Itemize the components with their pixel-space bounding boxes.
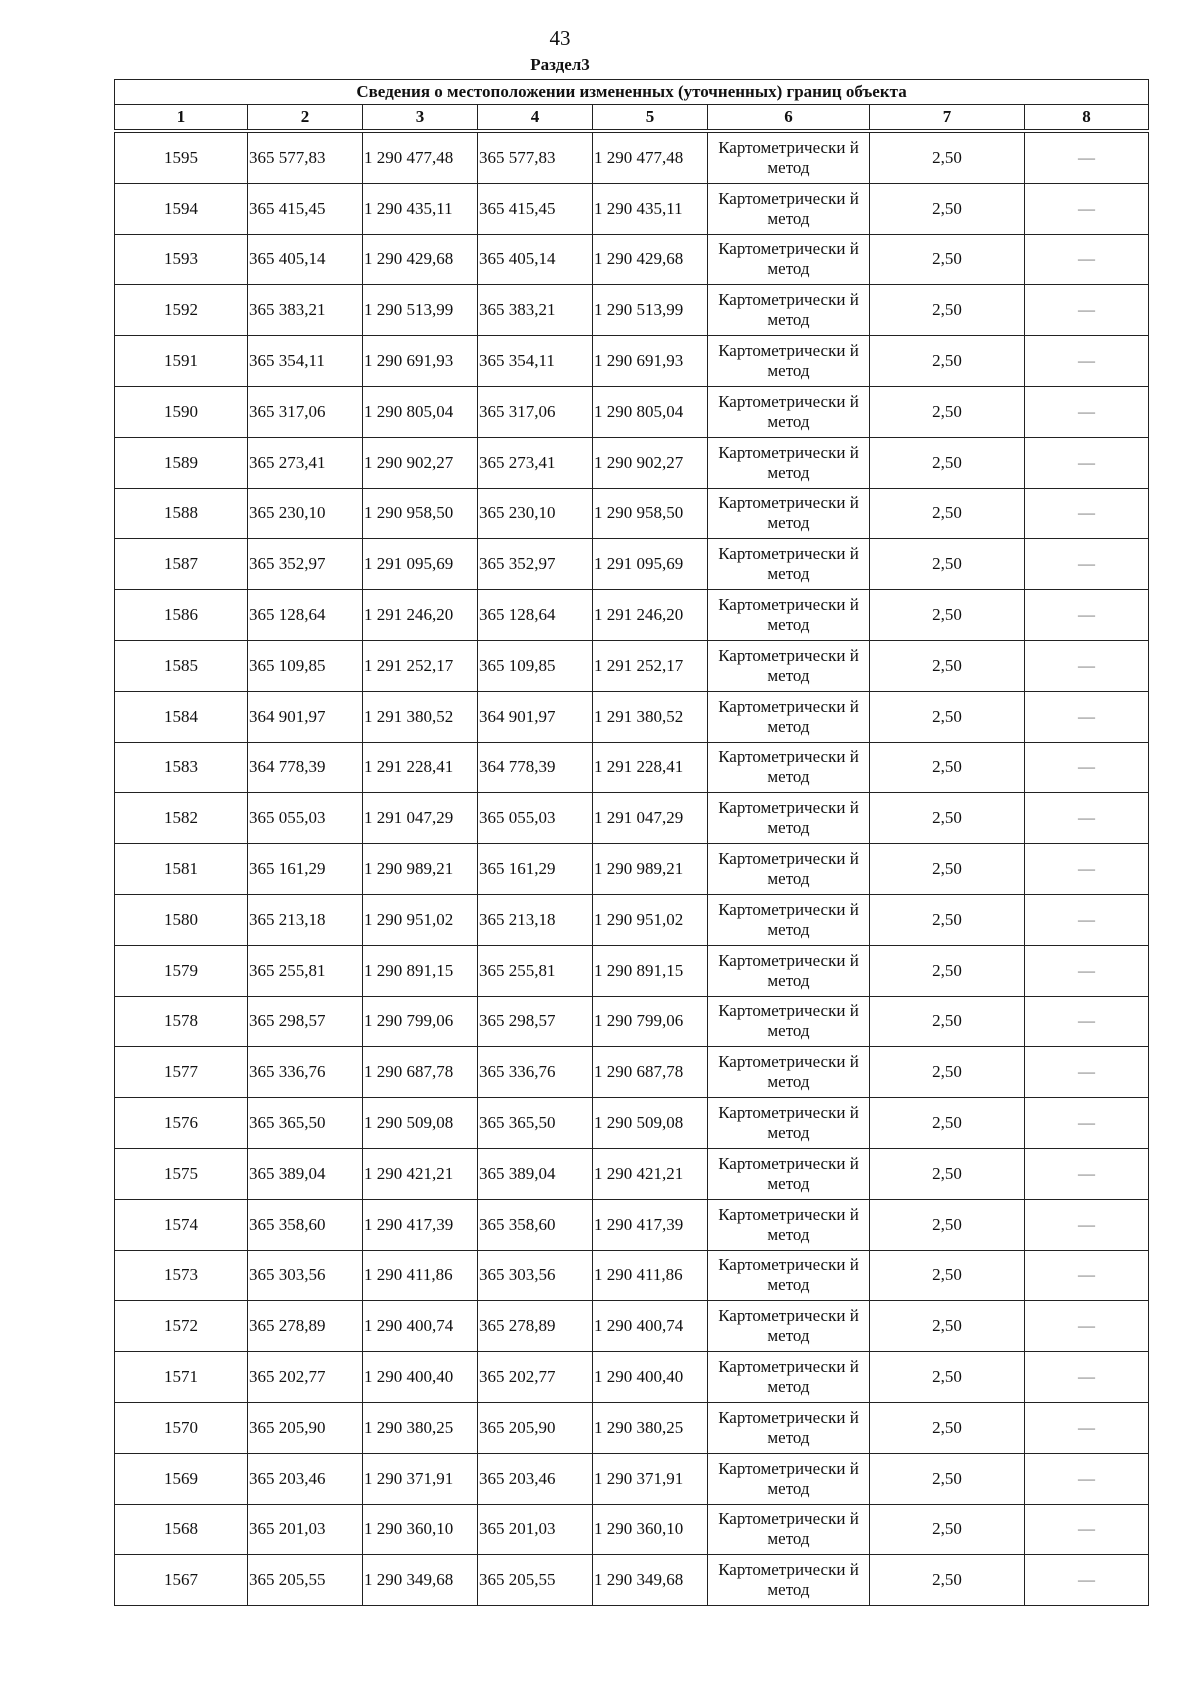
method-cell: Картометрически й метод [708,793,870,844]
x-existing-cell: 365 161,29 [248,844,363,895]
description-cell: — [1025,1301,1149,1352]
method-cell: Картометрически й метод [708,742,870,793]
y-existing-cell: 1 290 435,11 [363,183,478,234]
y-new-cell: 1 291 252,17 [593,640,708,691]
x-existing-cell: 365 415,45 [248,183,363,234]
method-cell: Картометрически й метод [708,285,870,336]
description-cell: — [1025,336,1149,387]
table-row [115,1047,1149,1098]
method-cell: Картометрически й метод [708,894,870,945]
x-existing-cell: 364 901,97 [248,691,363,742]
y-new-cell: 1 290 349,68 [593,1555,708,1606]
table-row [115,844,1149,895]
accuracy-cell: 2,50 [870,437,1025,488]
description-cell: — [1025,945,1149,996]
table-caption: Сведения о местоположении измененных (уточненных) границ объекта [115,80,1149,105]
x-existing-cell: 365 303,56 [248,1250,363,1301]
y-existing-cell: 1 290 805,04 [363,386,478,437]
method-cell: Картометрически й метод [708,1047,870,1098]
method-cell: Картометрически й метод [708,945,870,996]
point-number-cell: 1577 [115,1047,248,1098]
method-cell: Картометрически й метод [708,1402,870,1453]
x-new-cell: 365 405,14 [478,234,593,285]
method-cell: Картометрически й метод [708,844,870,895]
accuracy-cell: 2,50 [870,894,1025,945]
x-existing-cell: 365 273,41 [248,437,363,488]
y-new-cell: 1 290 691,93 [593,336,708,387]
y-existing-cell: 1 290 429,68 [363,234,478,285]
x-existing-cell: 365 203,46 [248,1453,363,1504]
point-number-cell: 1568 [115,1504,248,1555]
point-number-cell: 1580 [115,894,248,945]
description-cell: — [1025,996,1149,1047]
column-number: 1 [115,105,248,130]
accuracy-cell: 2,50 [870,1453,1025,1504]
y-existing-cell: 1 290 360,10 [363,1504,478,1555]
description-cell: — [1025,183,1149,234]
x-new-cell: 365 352,97 [478,539,593,590]
description-cell: — [1025,1453,1149,1504]
x-new-cell: 365 415,45 [478,183,593,234]
y-existing-cell: 1 291 380,52 [363,691,478,742]
y-new-cell: 1 290 902,27 [593,437,708,488]
x-existing-cell: 365 352,97 [248,539,363,590]
y-new-cell: 1 290 989,21 [593,844,708,895]
x-new-cell: 364 901,97 [478,691,593,742]
accuracy-cell: 2,50 [870,1402,1025,1453]
accuracy-cell: 2,50 [870,234,1025,285]
table-row [115,1453,1149,1504]
y-new-cell: 1 291 246,20 [593,590,708,641]
accuracy-cell: 2,50 [870,488,1025,539]
x-new-cell: 365 055,03 [478,793,593,844]
y-new-cell: 1 290 400,74 [593,1301,708,1352]
x-new-cell: 365 205,90 [478,1402,593,1453]
x-new-cell: 364 778,39 [478,742,593,793]
method-cell: Картометрически й метод [708,996,870,1047]
description-cell: — [1025,1402,1149,1453]
x-new-cell: 365 213,18 [478,894,593,945]
point-number-cell: 1574 [115,1199,248,1250]
point-number-cell: 1569 [115,1453,248,1504]
y-existing-cell: 1 291 228,41 [363,742,478,793]
y-existing-cell: 1 290 417,39 [363,1199,478,1250]
table-row [115,1402,1149,1453]
table-row [115,640,1149,691]
x-existing-cell: 365 383,21 [248,285,363,336]
description-cell: — [1025,590,1149,641]
method-cell: Картометрически й метод [708,133,870,184]
description-cell: — [1025,1504,1149,1555]
y-new-cell: 1 290 509,08 [593,1098,708,1149]
y-existing-cell: 1 291 252,17 [363,640,478,691]
x-existing-cell: 365 128,64 [248,590,363,641]
point-number-cell: 1587 [115,539,248,590]
point-number-cell: 1575 [115,1148,248,1199]
table-row [115,590,1149,641]
column-number-row [115,105,1149,130]
x-new-cell: 365 230,10 [478,488,593,539]
accuracy-cell: 2,50 [870,1250,1025,1301]
y-existing-cell: 1 290 371,91 [363,1453,478,1504]
x-new-cell: 365 278,89 [478,1301,593,1352]
y-existing-cell: 1 291 246,20 [363,590,478,641]
table-row [115,1301,1149,1352]
x-existing-cell: 364 778,39 [248,742,363,793]
y-new-cell: 1 290 417,39 [593,1199,708,1250]
y-existing-cell: 1 290 958,50 [363,488,478,539]
table-row [115,336,1149,387]
method-cell: Картометрически й метод [708,640,870,691]
point-number-cell: 1585 [115,640,248,691]
y-new-cell: 1 290 429,68 [593,234,708,285]
accuracy-cell: 2,50 [870,539,1025,590]
y-new-cell: 1 291 095,69 [593,539,708,590]
x-new-cell: 365 389,04 [478,1148,593,1199]
y-new-cell: 1 290 400,40 [593,1352,708,1403]
y-new-cell: 1 290 435,11 [593,183,708,234]
method-cell: Картометрически й метод [708,1453,870,1504]
x-new-cell: 365 383,21 [478,285,593,336]
page-number: 43 [549,26,571,50]
table-body [115,133,1149,1606]
description-cell: — [1025,691,1149,742]
table-row [115,488,1149,539]
y-existing-cell: 1 290 691,93 [363,336,478,387]
y-new-cell: 1 290 891,15 [593,945,708,996]
x-existing-cell: 365 298,57 [248,996,363,1047]
y-existing-cell: 1 290 509,08 [363,1098,478,1149]
point-number-cell: 1591 [115,336,248,387]
accuracy-cell: 2,50 [870,1301,1025,1352]
table-row [115,234,1149,285]
x-new-cell: 365 358,60 [478,1199,593,1250]
x-new-cell: 365 303,56 [478,1250,593,1301]
x-existing-cell: 365 255,81 [248,945,363,996]
point-number-cell: 1583 [115,742,248,793]
x-new-cell: 365 109,85 [478,640,593,691]
x-existing-cell: 365 354,11 [248,336,363,387]
y-new-cell: 1 290 371,91 [593,1453,708,1504]
description-cell: — [1025,793,1149,844]
column-number: 2 [248,105,363,130]
x-new-cell: 365 201,03 [478,1504,593,1555]
accuracy-cell: 2,50 [870,742,1025,793]
method-cell: Картометрически й метод [708,1250,870,1301]
x-new-cell: 365 128,64 [478,590,593,641]
accuracy-cell: 2,50 [870,133,1025,184]
table-row [115,1250,1149,1301]
method-cell: Картометрически й метод [708,234,870,285]
y-existing-cell: 1 290 902,27 [363,437,478,488]
method-cell: Картометрически й метод [708,386,870,437]
description-cell: — [1025,1148,1149,1199]
column-number: 5 [593,105,708,130]
method-cell: Картометрически й метод [708,1504,870,1555]
description-cell: — [1025,1199,1149,1250]
boundary-table-wrapper [114,79,1148,1606]
y-existing-cell: 1 290 989,21 [363,844,478,895]
x-new-cell: 365 273,41 [478,437,593,488]
method-cell: Картометрически й метод [708,1199,870,1250]
x-existing-cell: 365 336,76 [248,1047,363,1098]
boundary-table [114,79,1149,1606]
point-number-cell: 1595 [115,133,248,184]
method-cell: Картометрически й метод [708,590,870,641]
accuracy-cell: 2,50 [870,844,1025,895]
point-number-cell: 1594 [115,183,248,234]
accuracy-cell: 2,50 [870,1352,1025,1403]
y-new-cell: 1 290 805,04 [593,386,708,437]
point-number-cell: 1592 [115,285,248,336]
accuracy-cell: 2,50 [870,945,1025,996]
y-new-cell: 1 290 951,02 [593,894,708,945]
y-new-cell: 1 290 799,06 [593,996,708,1047]
x-existing-cell: 365 202,77 [248,1352,363,1403]
y-existing-cell: 1 290 687,78 [363,1047,478,1098]
column-number: 4 [478,105,593,130]
x-new-cell: 365 255,81 [478,945,593,996]
method-cell: Картометрически й метод [708,1352,870,1403]
description-cell: — [1025,133,1149,184]
table-row [115,1199,1149,1250]
accuracy-cell: 2,50 [870,1199,1025,1250]
method-cell: Картометрически й метод [708,336,870,387]
accuracy-cell: 2,50 [870,285,1025,336]
method-cell: Картометрически й метод [708,1555,870,1606]
description-cell: — [1025,234,1149,285]
table-row [115,539,1149,590]
y-existing-cell: 1 290 421,21 [363,1148,478,1199]
x-new-cell: 365 365,50 [478,1098,593,1149]
y-existing-cell: 1 291 095,69 [363,539,478,590]
accuracy-cell: 2,50 [870,1504,1025,1555]
y-existing-cell: 1 290 891,15 [363,945,478,996]
x-existing-cell: 365 317,06 [248,386,363,437]
accuracy-cell: 2,50 [870,590,1025,641]
description-cell: — [1025,1352,1149,1403]
y-existing-cell: 1 290 400,74 [363,1301,478,1352]
x-new-cell: 365 205,55 [478,1555,593,1606]
point-number-cell: 1576 [115,1098,248,1149]
table-row [115,945,1149,996]
table-row [115,183,1149,234]
description-cell: — [1025,1047,1149,1098]
y-new-cell: 1 290 477,48 [593,133,708,184]
x-existing-cell: 365 109,85 [248,640,363,691]
accuracy-cell: 2,50 [870,1098,1025,1149]
point-number-cell: 1570 [115,1402,248,1453]
method-cell: Картометрически й метод [708,1098,870,1149]
x-new-cell: 365 354,11 [478,336,593,387]
column-number: 3 [363,105,478,130]
y-new-cell: 1 290 687,78 [593,1047,708,1098]
x-new-cell: 365 202,77 [478,1352,593,1403]
column-number: 6 [708,105,870,130]
point-number-cell: 1586 [115,590,248,641]
table-row [115,1555,1149,1606]
x-new-cell: 365 336,76 [478,1047,593,1098]
accuracy-cell: 2,50 [870,691,1025,742]
description-cell: — [1025,437,1149,488]
accuracy-cell: 2,50 [870,1555,1025,1606]
x-new-cell: 365 317,06 [478,386,593,437]
table-row [115,1148,1149,1199]
y-existing-cell: 1 290 477,48 [363,133,478,184]
x-existing-cell: 365 577,83 [248,133,363,184]
point-number-cell: 1589 [115,437,248,488]
method-cell: Картометрически й метод [708,183,870,234]
point-number-cell: 1572 [115,1301,248,1352]
accuracy-cell: 2,50 [870,1047,1025,1098]
method-cell: Картометрически й метод [708,691,870,742]
point-number-cell: 1584 [115,691,248,742]
accuracy-cell: 2,50 [870,1148,1025,1199]
table-row [115,133,1149,184]
table-row [115,793,1149,844]
column-number: 7 [870,105,1025,130]
column-number: 8 [1025,105,1149,130]
table-row [115,1352,1149,1403]
x-existing-cell: 365 389,04 [248,1148,363,1199]
y-new-cell: 1 290 360,10 [593,1504,708,1555]
description-cell: — [1025,894,1149,945]
description-cell: — [1025,742,1149,793]
table-row [115,742,1149,793]
x-new-cell: 365 161,29 [478,844,593,895]
y-existing-cell: 1 290 513,99 [363,285,478,336]
x-existing-cell: 365 205,55 [248,1555,363,1606]
x-existing-cell: 365 205,90 [248,1402,363,1453]
y-new-cell: 1 290 411,86 [593,1250,708,1301]
point-number-cell: 1590 [115,386,248,437]
method-cell: Картометрически й метод [708,1148,870,1199]
table-row [115,996,1149,1047]
table-row [115,894,1149,945]
y-new-cell: 1 290 380,25 [593,1402,708,1453]
point-number-cell: 1579 [115,945,248,996]
point-number-cell: 1578 [115,996,248,1047]
y-existing-cell: 1 290 400,40 [363,1352,478,1403]
y-new-cell: 1 290 421,21 [593,1148,708,1199]
point-number-cell: 1573 [115,1250,248,1301]
method-cell: Картометрически й метод [708,539,870,590]
x-existing-cell: 365 358,60 [248,1199,363,1250]
x-existing-cell: 365 365,50 [248,1098,363,1149]
accuracy-cell: 2,50 [870,386,1025,437]
description-cell: — [1025,640,1149,691]
description-cell: — [1025,488,1149,539]
table-row [115,1504,1149,1555]
description-cell: — [1025,844,1149,895]
description-cell: — [1025,1098,1149,1149]
y-existing-cell: 1 290 349,68 [363,1555,478,1606]
x-existing-cell: 365 230,10 [248,488,363,539]
section-title: Раздел3 [530,55,590,74]
description-cell: — [1025,1250,1149,1301]
x-existing-cell: 365 278,89 [248,1301,363,1352]
table-row [115,1098,1149,1149]
x-existing-cell: 365 055,03 [248,793,363,844]
y-new-cell: 1 291 228,41 [593,742,708,793]
method-cell: Картометрически й метод [708,488,870,539]
table-row [115,437,1149,488]
y-existing-cell: 1 290 411,86 [363,1250,478,1301]
accuracy-cell: 2,50 [870,336,1025,387]
accuracy-cell: 2,50 [870,996,1025,1047]
point-number-cell: 1567 [115,1555,248,1606]
x-existing-cell: 365 201,03 [248,1504,363,1555]
method-cell: Картометрически й метод [708,1301,870,1352]
method-cell: Картометрически й метод [708,437,870,488]
y-new-cell: 1 290 958,50 [593,488,708,539]
point-number-cell: 1581 [115,844,248,895]
description-cell: — [1025,386,1149,437]
x-existing-cell: 365 405,14 [248,234,363,285]
y-new-cell: 1 291 380,52 [593,691,708,742]
y-new-cell: 1 290 513,99 [593,285,708,336]
description-cell: — [1025,1555,1149,1606]
point-number-cell: 1588 [115,488,248,539]
y-new-cell: 1 291 047,29 [593,793,708,844]
description-cell: — [1025,539,1149,590]
description-cell: — [1025,285,1149,336]
point-number-cell: 1582 [115,793,248,844]
x-new-cell: 365 577,83 [478,133,593,184]
x-existing-cell: 365 213,18 [248,894,363,945]
y-existing-cell: 1 290 380,25 [363,1402,478,1453]
x-new-cell: 365 203,46 [478,1453,593,1504]
point-number-cell: 1571 [115,1352,248,1403]
x-new-cell: 365 298,57 [478,996,593,1047]
y-existing-cell: 1 291 047,29 [363,793,478,844]
y-existing-cell: 1 290 951,02 [363,894,478,945]
point-number-cell: 1593 [115,234,248,285]
table-row [115,285,1149,336]
accuracy-cell: 2,50 [870,640,1025,691]
accuracy-cell: 2,50 [870,183,1025,234]
table-row [115,386,1149,437]
y-existing-cell: 1 290 799,06 [363,996,478,1047]
table-row [115,691,1149,742]
accuracy-cell: 2,50 [870,793,1025,844]
